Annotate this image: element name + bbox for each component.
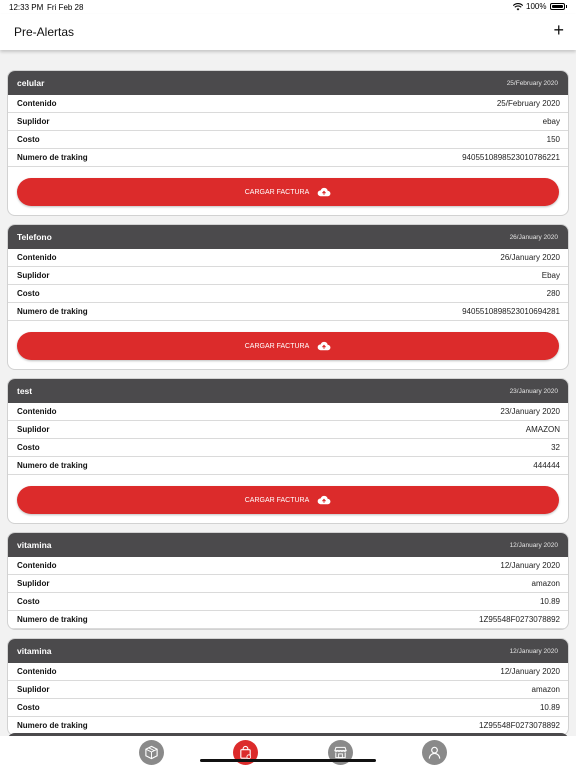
pre-alert-card[interactable] xyxy=(7,70,569,216)
card-title: test xyxy=(17,386,33,396)
suplidor-row xyxy=(8,681,568,699)
row-value: AMAZON xyxy=(525,425,560,434)
suplidor-row xyxy=(8,421,568,439)
pre-alert-list[interactable] xyxy=(7,70,569,744)
row-label: Suplidor xyxy=(17,579,50,588)
row-value: ebay xyxy=(542,117,560,126)
suplidor-row xyxy=(8,113,568,131)
costo-row xyxy=(8,439,568,457)
card-title: vitamina xyxy=(17,646,52,656)
card-title: Telefono xyxy=(17,232,52,242)
tab-bar xyxy=(0,736,576,768)
row-value: 32 xyxy=(551,443,560,452)
row-value: amazon xyxy=(531,579,560,588)
row-label: Numero de traking xyxy=(17,461,88,470)
row-label: Suplidor xyxy=(17,685,50,694)
navigation-bar xyxy=(0,14,576,50)
contenido-row xyxy=(8,663,568,681)
store-icon xyxy=(333,745,348,760)
pre-alert-card[interactable] xyxy=(7,378,569,524)
pre-alert-card[interactable] xyxy=(7,224,569,370)
row-label: Costo xyxy=(17,135,40,144)
card-header xyxy=(8,639,568,663)
battery-tip xyxy=(566,5,568,8)
row-value: 10.89 xyxy=(539,597,560,606)
card-title: vitamina xyxy=(17,540,52,550)
card-header xyxy=(8,379,568,403)
row-value: 12/January 2020 xyxy=(500,667,560,676)
card-date: 12/January 2020 xyxy=(509,541,558,549)
card-header xyxy=(8,71,568,95)
card-header xyxy=(8,225,568,249)
row-label: Numero de traking xyxy=(17,615,88,624)
status-right xyxy=(513,2,567,11)
upload-button-label: CARGAR FACTURA xyxy=(244,496,310,504)
row-label: Suplidor xyxy=(17,271,50,280)
upload-button-label: CARGAR FACTURA xyxy=(244,188,310,196)
row-label: Contenido xyxy=(17,667,57,676)
pre-alert-card[interactable] xyxy=(7,532,569,630)
row-value: 150 xyxy=(546,135,560,144)
card-date: 23/January 2020 xyxy=(509,387,558,395)
card-date: 26/January 2020 xyxy=(509,233,558,241)
costo-row xyxy=(8,593,568,611)
shopping-bag-icon xyxy=(238,745,253,760)
row-label: Contenido xyxy=(17,561,57,570)
status-bar xyxy=(0,0,576,14)
row-label: Numero de traking xyxy=(17,307,88,316)
row-value: 1Z95548F0273078892 xyxy=(479,721,560,730)
card-title: celular xyxy=(17,78,45,88)
row-value: 9405510898523010694281 xyxy=(462,307,560,316)
row-label: Contenido xyxy=(17,253,57,262)
tracking-row xyxy=(8,611,568,629)
costo-row xyxy=(8,285,568,303)
row-value: 10.89 xyxy=(539,703,560,712)
status-time: 12:33 PM xyxy=(9,3,44,12)
status-date: Fri Feb 28 xyxy=(47,3,84,12)
row-label: Suplidor xyxy=(17,425,50,434)
cloud-upload-icon xyxy=(317,187,331,197)
contenido-row xyxy=(8,557,568,575)
cloud-upload-icon xyxy=(317,341,331,351)
row-value: 25/February 2020 xyxy=(496,99,560,108)
row-value: 444444 xyxy=(533,461,560,470)
row-label: Suplidor xyxy=(17,117,50,126)
row-label: Costo xyxy=(17,289,40,298)
upload-invoice-button[interactable] xyxy=(17,178,559,206)
card-date: 12/January 2020 xyxy=(509,647,558,655)
row-value: 12/January 2020 xyxy=(500,561,560,570)
card-date: 25/February 2020 xyxy=(506,79,558,87)
suplidor-row xyxy=(8,267,568,285)
upload-invoice-button[interactable] xyxy=(17,486,559,514)
pre-alert-card[interactable] xyxy=(7,638,569,736)
wifi-icon xyxy=(513,3,523,11)
costo-row xyxy=(8,699,568,717)
battery-percent: 100% xyxy=(526,2,547,11)
row-label: Numero de traking xyxy=(17,721,88,730)
user-icon xyxy=(427,745,442,760)
tracking-row xyxy=(8,149,568,167)
tab-user[interactable] xyxy=(422,740,447,765)
contenido-row xyxy=(8,403,568,421)
tab-package[interactable] xyxy=(139,740,164,765)
card-header xyxy=(8,533,568,557)
row-value: 9405510898523010786221 xyxy=(462,153,560,162)
row-value: 23/January 2020 xyxy=(500,407,560,416)
page-title: Pre-Alertas xyxy=(14,25,75,39)
package-icon xyxy=(144,745,159,760)
row-value: 1Z95548F0273078892 xyxy=(479,615,560,624)
costo-row xyxy=(8,131,568,149)
tracking-row xyxy=(8,457,568,475)
row-label: Costo xyxy=(17,597,40,606)
tracking-row xyxy=(8,303,568,321)
row-label: Contenido xyxy=(17,407,57,416)
row-value: 280 xyxy=(546,289,560,298)
contenido-row xyxy=(8,249,568,267)
contenido-row xyxy=(8,95,568,113)
upload-button-label: CARGAR FACTURA xyxy=(244,342,310,350)
row-label: Costo xyxy=(17,443,40,452)
upload-button-container xyxy=(8,321,568,369)
upload-invoice-button[interactable] xyxy=(17,332,559,360)
cloud-upload-icon xyxy=(317,495,331,505)
add-button[interactable]: + xyxy=(553,20,564,40)
home-indicator xyxy=(200,759,376,762)
row-value: 26/January 2020 xyxy=(500,253,560,262)
row-label: Numero de traking xyxy=(17,153,88,162)
row-value: Ebay xyxy=(541,271,560,280)
row-label: Contenido xyxy=(17,99,57,108)
row-value: amazon xyxy=(531,685,560,694)
battery-icon xyxy=(550,3,565,10)
upload-button-container xyxy=(8,475,568,523)
suplidor-row xyxy=(8,575,568,593)
row-label: Costo xyxy=(17,703,40,712)
upload-button-container xyxy=(8,167,568,215)
